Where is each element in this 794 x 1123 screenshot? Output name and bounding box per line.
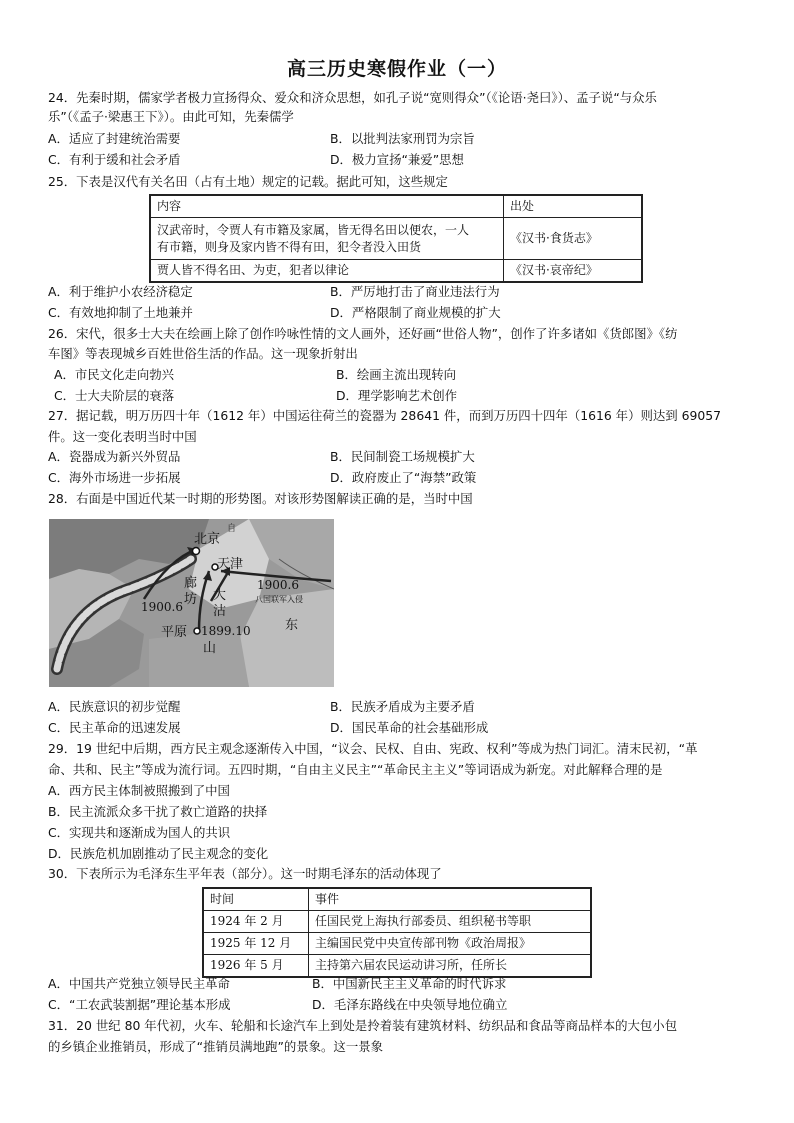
q25-row1-content-line1: 汉武帝时，令贾人有市籍及家属，皆无得名田以便农，一人	[157, 222, 470, 237]
q26-stem-line1: 26．宋代，很多士大夫在绘画上除了创作吟咏性情的文人画外，还好画“世俗人物”，创作了许多诸如《货郎图》《纺	[48, 326, 678, 341]
map-label-tianjin: 天津	[217, 557, 244, 572]
q24-option-c[interactable]: C．有利于缓和社会矛盾	[48, 152, 181, 167]
q25-table-row1-content	[150, 218, 504, 260]
q26-option-b[interactable]: B．绘画主流出现转向	[336, 367, 457, 382]
q30-table-row1-event: 任国民党上海执行部委员、组织秘书等职	[309, 911, 592, 933]
q31-stem-line2: 的乡镇企业推销员，形成了“推销员满地跑”的景象。这一景象	[48, 1039, 383, 1054]
map-label-langfang-2: 坊	[184, 592, 198, 607]
q29-option-c[interactable]: C．实现共和逐渐成为国人的共识	[48, 825, 231, 840]
map-graphic	[49, 519, 334, 687]
map-label-beijing: 北京	[194, 532, 221, 547]
q26-option-c[interactable]: C．士大夫阶层的衰落	[54, 388, 175, 403]
q27-stem-line2: 件。这一变化表明当时中国	[48, 429, 197, 444]
q25-table-header-source: 出处	[504, 195, 643, 218]
q27-stem-line1: 27．据记载，明万历四十年（1612 年）中国运往荷兰的瓷器为 28641 件，而到万历四十四年（1616 年）则达到 69057	[48, 408, 721, 423]
map-point-beijing	[193, 548, 200, 555]
q28-historical-map	[49, 519, 334, 687]
q30-table-row3-time: 1926 年 5 月	[203, 955, 309, 978]
q28-option-a[interactable]: A．民族意识的初步觉醒	[48, 699, 181, 714]
q25-option-d[interactable]: D．严格限制了商业规模的扩大	[330, 305, 501, 320]
q30-option-d[interactable]: D．毛泽东路线在中央领导地位确立	[312, 997, 508, 1012]
q25-option-b[interactable]: B．严厉地打击了商业违法行为	[330, 284, 500, 299]
q25-table-row2-source: 《汉书·哀帝纪》	[504, 260, 643, 283]
q25-row1-content-line2: 有市籍，则身及家内皆不得有田，犯令者没入田货	[157, 239, 422, 254]
q24-option-d[interactable]: D．极力宣扬“兼爱”思想	[330, 152, 464, 167]
q28-option-b[interactable]: B．民族矛盾成为主要矛盾	[330, 699, 475, 714]
q27-option-d[interactable]: D．政府废止了“海禁”政策	[330, 470, 477, 485]
q30-option-c[interactable]: C．“工农武装割据”理论基本形成	[48, 997, 231, 1012]
q30-table-row2-time: 1925 年 12 月	[203, 933, 309, 955]
q26-stem-line2: 车图》等表现城乡百姓世俗生活的作品。这一现象折射出	[48, 346, 358, 361]
q29-stem-line1: 29．19 世纪中后期，西方民主观念逐渐传入中国，“议会、民权、自由、宪政、权利”等成为热门词汇。清末民初，“革	[48, 741, 698, 756]
q31-stem-line1: 31．20 世纪 80 年代初，火车、轮船和长途汽车上到处是拎着装有建筑材料、纺织品和食品等商品样本的大包小包	[48, 1018, 678, 1033]
q25-stem: 25．下表是汉代有关名田（占有土地）规定的记载。据此可知，这些规定	[48, 174, 448, 189]
q26-option-d[interactable]: D．理学影响艺术创作	[336, 388, 458, 403]
q25-option-c[interactable]: C．有效地抑制了土地兼并	[48, 305, 193, 320]
q25-table-row2-content: 贾人皆不得名田、为吏，犯者以律论	[150, 260, 504, 283]
q24-stem-line2: 乐”（《孟子·梁惠王下》）。由此可知，先秦儒学	[48, 109, 294, 124]
map-label-allied-invasion: 八国联军入侵	[255, 595, 303, 604]
q29-stem-line2: 命、共和、民主”等成为流行词。五四时期，“自由主义民主”“革命民主主义”等词语成为新宠。对此解释合理的是	[48, 762, 663, 777]
q24-option-b[interactable]: B．以批判法家刑罚为宗旨	[330, 131, 475, 146]
q27-option-b[interactable]: B．民间制瓷工场规模扩大	[330, 449, 475, 464]
map-label-date-pingyuan: 1899.10	[201, 624, 251, 638]
q27-option-a[interactable]: A．瓷器成为新兴外贸品	[48, 449, 181, 464]
q25-option-a[interactable]: A．利于维护小农经济稳定	[48, 284, 193, 299]
q29-option-d[interactable]: D．民族危机加剧推动了民主观念的变化	[48, 846, 269, 861]
q26-option-a[interactable]: A．市民文化走向勃兴	[54, 367, 174, 382]
q25-table	[149, 194, 643, 283]
q30-table	[202, 887, 592, 978]
map-point-pingyuan	[194, 628, 200, 634]
map-label-date-west: 1900.6	[141, 600, 183, 614]
q29-option-b[interactable]: B．民主流派众多干扰了救亡道路的抉择	[48, 804, 268, 819]
q28-option-d[interactable]: D．国民革命的社会基础形成	[330, 720, 489, 735]
map-label-shan: 山	[203, 641, 217, 656]
q30-table-header-event: 事件	[309, 888, 592, 911]
map-label-pingyuan: 平原	[161, 625, 188, 640]
q30-table-row1-time: 1924 年 2 月	[203, 911, 309, 933]
map-label-zi: 自	[227, 524, 237, 534]
q24-option-a[interactable]: A．适应了封建统治需要	[48, 131, 181, 146]
q30-table-row3-event: 主持第六届农民运动讲习所，任所长	[309, 955, 592, 978]
map-label-dagu-2: 沽	[213, 604, 227, 619]
map-label-dong: 东	[285, 618, 299, 633]
page-title: 高三历史寒假作业（一）	[286, 58, 507, 80]
q30-stem: 30．下表所示为毛泽东生平年表（部分）。这一时期毛泽东的活动体现了	[48, 866, 442, 881]
map-label-dagu-1: 大	[213, 588, 227, 603]
q28-option-c[interactable]: C．民主革命的迅速发展	[48, 720, 181, 735]
map-label-langfang-1: 廊	[184, 576, 198, 591]
q24-stem-line1: 24．先秦时期，儒家学者极力宣扬得众、爱众和济众思想，如孔子说“宽则得众”（《论语·尧曰》）、孟子说“与众乐	[48, 90, 657, 105]
q30-option-b[interactable]: B．中国新民主主义革命的时代诉求	[312, 976, 507, 991]
q25-table-row1-source: 《汉书·食货志》	[504, 218, 643, 260]
q27-option-c[interactable]: C．海外市场进一步拓展	[48, 470, 181, 485]
q25-table-header-content: 内容	[150, 195, 504, 218]
q30-table-header-time: 时间	[203, 888, 309, 911]
q30-table-row2-event: 主编国民党中央宣传部刊物《政治周报》	[309, 933, 592, 955]
q30-option-a[interactable]: A．中国共产党独立领导民主革命	[48, 976, 230, 991]
q28-stem: 28．右面是中国近代某一时期的形势图。对该形势图解读正确的是，当时中国	[48, 491, 473, 506]
map-label-date-east: 1900.6	[257, 578, 299, 592]
q29-option-a[interactable]: A．西方民主体制被照搬到了中国	[48, 783, 230, 798]
